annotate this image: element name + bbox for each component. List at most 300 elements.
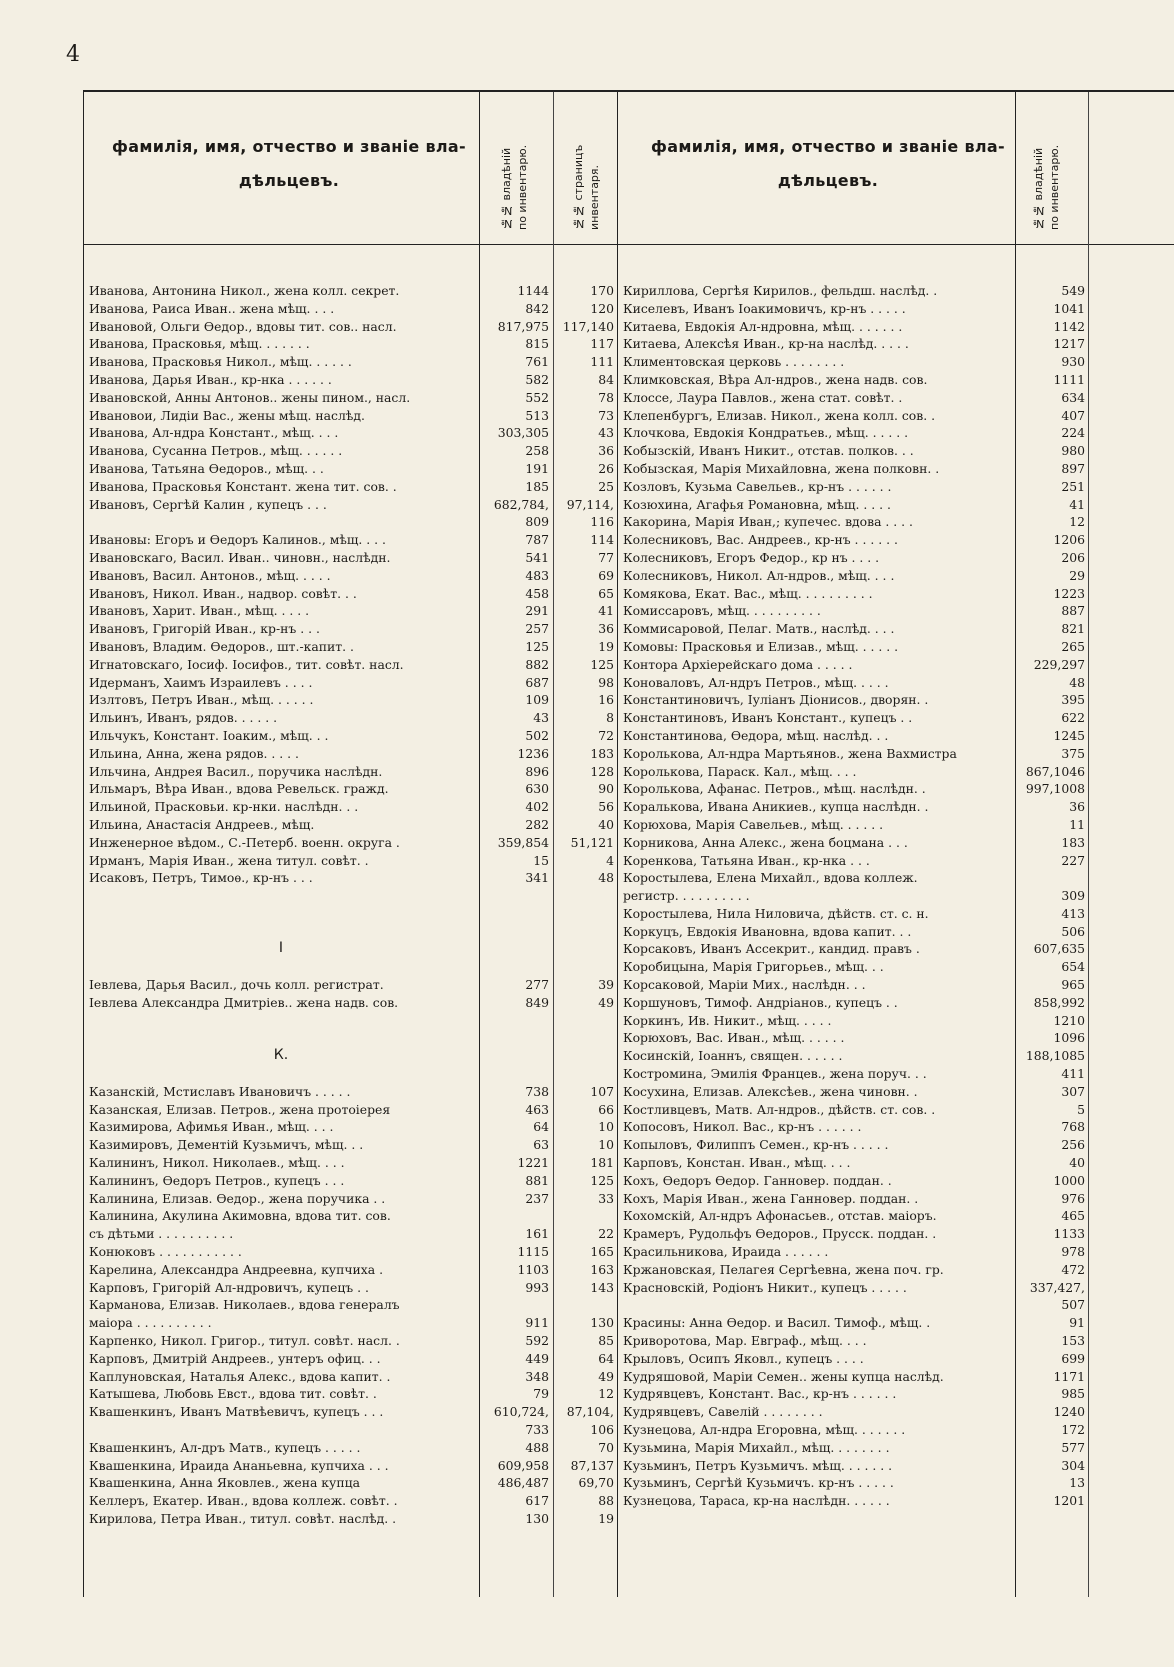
owner-number: 229,297 <box>1033 656 1085 672</box>
owner-name: Красновскій, Родіонъ Никит., купецъ . . . . . <box>623 1279 907 1295</box>
table-row <box>83 834 617 852</box>
table-row <box>617 389 1088 407</box>
owner-number: 1171 <box>1053 1368 1085 1384</box>
owner-number: 687 <box>525 674 549 690</box>
table-row <box>617 780 1088 798</box>
owner-number: 11 <box>1069 816 1085 832</box>
owner-number: 896 <box>525 763 549 779</box>
page-number-ref: 130 <box>590 1315 614 1331</box>
table-row <box>617 1065 1088 1083</box>
page-number-ref: 125 <box>590 656 614 672</box>
owner-name: Ивановои, Лидіи Вас., жены мѣщ. наслѣд. <box>89 407 365 423</box>
owner-number: 29 <box>1069 567 1085 583</box>
owner-number: 1206 <box>1053 532 1085 548</box>
table-row <box>83 1261 617 1279</box>
page-number-ref: 36 <box>598 621 614 637</box>
owner-name: Комовы: Прасковья и Елизав., мѣщ. . . . . . <box>623 638 899 654</box>
owner-name: Квашенкинъ, Ал-дръ Матв., купецъ . . . . . <box>89 1439 361 1455</box>
table-row <box>617 1474 1088 1492</box>
owner-name: Ивановскаго, Васил. Иван.. чиновн., наслѣдн. <box>89 549 391 565</box>
page-number-ref: 22 <box>598 1226 614 1242</box>
owner-name: Иванова, Прасковья Никол., мѣщ. . . . . . <box>89 354 352 370</box>
owner-number: 809 <box>525 514 549 530</box>
owner-name: Кобызскій, Иванъ Никит., отстав. полков. . . <box>623 443 914 459</box>
table-row <box>617 852 1088 870</box>
table-row <box>83 1296 617 1314</box>
page-number-ref: 85 <box>598 1333 614 1349</box>
table-row <box>83 602 617 620</box>
table-row <box>617 1314 1088 1332</box>
table-row <box>83 1190 617 1208</box>
table-row <box>617 976 1088 994</box>
owner-name: Ивановъ, Сергѣй Калин , купецъ . . . <box>89 496 327 512</box>
table-row <box>83 816 617 834</box>
owner-number: 402 <box>525 799 549 815</box>
table-row <box>83 1332 617 1350</box>
owner-number: 256 <box>1061 1137 1085 1153</box>
table-row <box>83 674 617 692</box>
page-number-ref: 97,114, <box>566 496 614 512</box>
table-row <box>83 1172 617 1190</box>
table-row <box>617 1083 1088 1101</box>
owner-name: Клепенбургъ, Елизав. Никол., жена колл. сов. . <box>623 407 936 423</box>
table-row <box>617 834 1088 852</box>
header-name-col: фамилія, имя, отчество и званіе вла- дѣльцевъ. <box>112 137 466 190</box>
table-row <box>617 1136 1088 1154</box>
owner-number: 592 <box>525 1333 549 1349</box>
owner-name: Исаковъ, Петръ, Тимоѳ., кр-нъ . . . <box>89 870 313 886</box>
owner-number: 1240 <box>1053 1404 1085 1420</box>
owner-number: 842 <box>525 300 549 316</box>
owner-number: 630 <box>525 781 549 797</box>
owner-name: Конюковъ . . . . . . . . . . . <box>89 1244 242 1260</box>
owner-name: Киселевъ, Иванъ Іоакимовичъ, кр-нъ . . . . . <box>623 300 906 316</box>
owner-number: 1142 <box>1053 318 1085 334</box>
owner-number: 1041 <box>1053 300 1085 316</box>
page-number-ref: 19 <box>598 638 614 654</box>
table-row <box>617 1492 1088 1510</box>
table-row <box>617 460 1088 478</box>
owner-number: 622 <box>1061 710 1085 726</box>
table-row <box>83 620 617 638</box>
owner-number: 12 <box>1069 514 1085 530</box>
table-row <box>83 958 617 976</box>
owner-number: 1221 <box>517 1155 549 1171</box>
owner-name: Ивановъ, Никол. Иван., надвор. совѣт. . . <box>89 585 357 601</box>
owner-number: 348 <box>525 1368 549 1384</box>
header-owners-col: №№ владѣній по инвентарю. <box>500 144 529 230</box>
page-number-ref: 51,121 <box>570 834 614 850</box>
owner-name: регистр. . . . . . . . . . <box>623 888 750 904</box>
owner-name: Карманова, Елизав. Николаев., вдова генералъ <box>89 1297 400 1313</box>
owner-name: Кохъ, Ѳедоръ Ѳедор. Ганновер. поддан. . <box>623 1172 892 1188</box>
owner-name: Калининъ, Ѳедоръ Петров., купецъ . . . <box>89 1172 345 1188</box>
owner-number: 821 <box>1061 621 1085 637</box>
owner-number: 768 <box>1061 1119 1085 1135</box>
table-row <box>617 994 1088 1012</box>
table-row <box>617 1296 1088 1314</box>
page-number-ref: 49 <box>598 1368 614 1384</box>
page-number-ref: 48 <box>598 870 614 886</box>
owner-number: 91 <box>1069 1315 1085 1331</box>
owner-name: Климковская, Вѣра Ал-ндров., жена надв. сов. <box>623 371 928 387</box>
table-row <box>617 620 1088 638</box>
owner-name: Крыловъ, Осипъ Яковл., купецъ . . . . <box>623 1350 864 1366</box>
table-row <box>617 1154 1088 1172</box>
owner-name: Кузьминъ, Петръ Кузьмичъ. мѣщ. . . . . . . <box>623 1457 893 1473</box>
owner-number: 282 <box>525 816 549 832</box>
owner-number: 1245 <box>1053 727 1085 743</box>
owner-number: 887 <box>1061 603 1085 619</box>
table-row <box>83 353 617 371</box>
table-row <box>617 1225 1088 1243</box>
owner-name: Константиновичъ, Іуліанъ Діонисов., дворян. . <box>623 692 929 708</box>
owner-name: Карповъ, Констан. Иван., мѣщ. . . . <box>623 1155 851 1171</box>
owner-number: 375 <box>1061 745 1085 761</box>
table-row <box>617 1190 1088 1208</box>
owner-number: 761 <box>525 354 549 370</box>
owner-number: 733 <box>525 1422 549 1437</box>
owner-name: Королькова, Афанас. Петров., мѣщ. наслѣдн. . <box>623 781 926 797</box>
table-row <box>617 496 1088 514</box>
table-row <box>617 424 1088 442</box>
owner-name: Коростылева, Елена Михайл., вдова коллеж. <box>623 870 918 886</box>
page-number-ref: 114 <box>590 532 614 548</box>
table-row <box>617 727 1088 745</box>
page-number-ref: 87,104, <box>566 1404 614 1420</box>
owner-number: 549 <box>1061 283 1085 298</box>
owner-name: Кржановская, Пелагея Сергѣевна, жена поч. гр. <box>623 1261 944 1277</box>
owner-number: 858,992 <box>1033 994 1085 1010</box>
owner-name: Коркинъ, Ив. Никит., мѣщ. . . . . <box>623 1012 832 1028</box>
owner-name: Кобызская, Марія Михайловна, жена полковн. . <box>623 460 940 476</box>
table-row <box>83 1474 617 1492</box>
page-number-ref: 26 <box>598 460 614 476</box>
owner-number: 303,305 <box>497 425 549 441</box>
owner-number: 183 <box>1061 834 1085 850</box>
owner-name: Иванова, Дарья Иван., кр-нка . . . . . . <box>89 371 332 387</box>
page-number-ref: 181 <box>590 1155 614 1171</box>
page-number-ref: 143 <box>590 1279 614 1295</box>
owner-name: Корюхова, Марія Савельев., мѣщ. . . . . . <box>623 816 884 832</box>
owner-name: Кудрявцевъ, Констант. Вас., кр-нъ . . . . . . <box>623 1386 897 1402</box>
owner-number: 206 <box>1061 549 1085 565</box>
owner-number: 997,1008 <box>1025 781 1085 797</box>
owner-name: Ивановъ, Харит. Иван., мѣщ. . . . . <box>89 603 310 619</box>
page-number-ref: 40 <box>598 816 614 832</box>
owner-number: 610,724, <box>493 1404 549 1420</box>
section-letter: К. <box>273 1047 289 1064</box>
owner-number: 980 <box>1061 443 1085 459</box>
owner-name: съ дѣтьми . . . . . . . . . . <box>89 1226 234 1242</box>
page-number-ref: 36 <box>598 443 614 459</box>
owner-number: 1133 <box>1053 1226 1085 1242</box>
owner-number: 188,1085 <box>1025 1048 1085 1064</box>
owner-name: Коркуцъ, Евдокія Ивановна, вдова капит. . . <box>623 923 912 939</box>
table-row <box>617 1368 1088 1386</box>
table-row <box>617 442 1088 460</box>
page-number-ref: 69 <box>598 567 614 583</box>
owner-name: Квашенкина, Анна Яковлев., жена купца <box>89 1475 360 1491</box>
owner-name: Корсаковъ, Иванъ Ассекрит., кандид. правъ . <box>623 941 920 957</box>
table-row <box>83 780 617 798</box>
owner-name: Комякова, Екат. Вас., мѣщ. . . . . . . . . . <box>623 585 873 601</box>
owner-number: 506 <box>1061 923 1085 939</box>
owner-name: Иванова, Сусанна Петров., мѣщ. . . . . . <box>89 443 343 459</box>
owner-number: 882 <box>525 656 549 672</box>
owner-number: 251 <box>1061 478 1085 494</box>
owner-number: 577 <box>1061 1439 1085 1455</box>
owner-name: Кудряшовой, Маріи Семен.. жены купца наслѣд. <box>623 1368 944 1384</box>
owner-name: Иванова, Прасковья Констант. жена тит. сов. . <box>89 478 397 494</box>
owner-name: Идерманъ, Хаимъ Израилевъ . . . . <box>89 674 313 690</box>
owner-number: 161 <box>525 1226 549 1242</box>
owner-name: Ивановъ, Владим. Ѳедоров., шт.-капит. . <box>89 638 354 654</box>
page-number-ref: 70 <box>598 1439 614 1455</box>
header-owners-col-right: №№ владѣній по инвентарю. <box>1032 144 1061 230</box>
owner-number: 815 <box>525 336 549 352</box>
table-row <box>83 442 617 460</box>
owner-number: 965 <box>1061 977 1085 993</box>
owner-number: 976 <box>1061 1190 1085 1206</box>
owner-number: 125 <box>525 638 549 654</box>
page-number-ref: 165 <box>590 1244 614 1260</box>
page-number-ref: 39 <box>598 977 614 993</box>
owner-name: Корюховъ, Вас. Иван., мѣщ. . . . . . <box>623 1030 845 1046</box>
table-row <box>83 1350 617 1368</box>
table-row <box>83 887 617 905</box>
owner-name: Ильинъ, Иванъ, рядов. . . . . . <box>89 710 278 726</box>
owner-name: Ивановой, Ольги Ѳедор., вдовы тит. сов.. насл. <box>89 318 397 334</box>
table-row <box>617 407 1088 425</box>
owner-number: 978 <box>1061 1244 1085 1260</box>
owner-name: Катышева, Любовь Евст., вдова тит. совѣт. . <box>89 1386 377 1402</box>
owner-number: 486,487 <box>497 1475 549 1491</box>
page-number-ref: 69,70 <box>578 1475 614 1491</box>
page-number-ref: 163 <box>590 1261 614 1277</box>
table-row <box>83 549 617 567</box>
owner-name: Королькова, Параск. Кал., мѣщ. . . . <box>623 763 857 779</box>
table-row <box>617 1439 1088 1457</box>
page-number-ref: 43 <box>598 425 614 441</box>
table-row <box>617 1403 1088 1421</box>
table-row <box>83 1457 617 1475</box>
table-row <box>83 496 617 514</box>
owner-number: 258 <box>525 443 549 459</box>
table-row <box>83 1154 617 1172</box>
table-row <box>617 353 1088 371</box>
table-row <box>617 513 1088 531</box>
table-row <box>617 318 1088 336</box>
owner-name: Ильина, Анастасія Андреев., мѣщ. <box>89 816 315 832</box>
owner-name: Коноваловъ, Ал-ндръ Петров., мѣщ. . . . . <box>623 674 889 690</box>
owner-name: Контора Архіерейскаго дома . . . . . <box>623 656 853 672</box>
owner-number: 483 <box>525 567 549 583</box>
owner-number: 15 <box>533 852 549 868</box>
owner-name: Коршуновъ, Тимоф. Андріанов., купецъ . . <box>623 994 898 1010</box>
owner-name: Криворотова, Мар. Евграф., мѣщ. . . . <box>623 1333 867 1349</box>
owner-number: 1115 <box>517 1244 549 1260</box>
owner-name: Костромина, Эмилія Францев., жена поруч. . . <box>623 1066 927 1082</box>
owner-name: Ильина, Анна, жена рядов. . . . . <box>89 745 299 761</box>
owner-number: 609,958 <box>497 1457 549 1473</box>
owner-number: 64 <box>533 1119 549 1135</box>
header-name-col-right: фамилія, имя, отчество и званіе вла- дѣльцевъ. <box>651 137 1005 190</box>
table-row <box>617 745 1088 763</box>
owner-number: 277 <box>525 977 549 993</box>
table-row <box>83 335 617 353</box>
table-row <box>617 1279 1088 1297</box>
owner-number: 465 <box>1061 1208 1085 1224</box>
owner-number: 407 <box>1061 407 1085 423</box>
owner-number: 224 <box>1061 425 1085 441</box>
owner-name: Китаева, Евдокія Ал-ндровна, мѣщ. . . . . . . <box>623 318 903 334</box>
page-number-ref: 66 <box>598 1101 614 1117</box>
owner-name: Кириллова, Сергѣя Кирилов., фельдш. наслѣд. . <box>623 283 938 298</box>
owner-name: Калинина, Акулина Акимовна, вдова тит. сов. <box>89 1208 391 1224</box>
owner-name: Колесниковъ, Вас. Андреев., кр-нъ . . . . . . <box>623 532 898 548</box>
table-row <box>83 407 617 425</box>
owner-number: 130 <box>525 1510 549 1526</box>
owner-name: Инженерное вѣдом., С.-Петерб. военн. округа . <box>89 834 400 850</box>
table-row <box>83 531 617 549</box>
owner-number: 237 <box>525 1190 549 1206</box>
owner-number: 699 <box>1061 1350 1085 1366</box>
owner-number: 337,427, <box>1029 1279 1085 1295</box>
table-row <box>617 816 1088 834</box>
table-row <box>617 691 1088 709</box>
owner-name: Коммисаровой, Пелаг. Матв., наслѣд. . . . <box>623 621 895 637</box>
owner-number: 359,854 <box>497 834 549 850</box>
owner-number: 541 <box>525 549 549 565</box>
owner-number: 1111 <box>1053 371 1085 387</box>
owner-name: Игнатовскаго, Іосиф. Іосифов., тит. совѣт. насл. <box>89 656 404 672</box>
owner-number: 682,784, <box>493 496 549 512</box>
table-row <box>83 1368 617 1386</box>
table-row <box>617 1332 1088 1350</box>
page-number-ref: 8 <box>606 710 614 726</box>
page-number-ref: 170 <box>590 283 614 298</box>
owner-number: 1103 <box>517 1261 549 1277</box>
table-row <box>83 1118 617 1136</box>
table-row <box>83 1225 617 1243</box>
owner-name: Карелина, Александра Андреевна, купчиха . <box>89 1261 384 1277</box>
page-number-ref: 111 <box>590 354 614 370</box>
owner-number: 227 <box>1061 852 1085 868</box>
owner-number: 185 <box>525 478 549 494</box>
owner-number: 309 <box>1061 888 1085 904</box>
table-row <box>617 798 1088 816</box>
table-row <box>617 887 1088 905</box>
owner-name: Клочкова, Евдокія Кондратьев., мѣщ. . . . . . <box>623 425 909 441</box>
owner-number: 463 <box>525 1101 549 1117</box>
owner-name: Крамеръ, Рудольфъ Ѳедоров., Прусск. поддан. . <box>623 1226 937 1242</box>
page-number-ref: 49 <box>598 994 614 1010</box>
owner-name: Иванова, Ал-ндра Констант., мѣщ. . . . <box>89 425 339 441</box>
table-row <box>83 300 617 318</box>
page-number-ref: 10 <box>598 1119 614 1135</box>
table-row <box>83 923 617 941</box>
owner-name: Коробицына, Марія Григорьев., мѣщ. . . <box>623 959 884 975</box>
table-row <box>83 1083 617 1101</box>
owner-number: 881 <box>525 1172 549 1188</box>
owner-number: 411 <box>1061 1066 1085 1082</box>
table-row <box>617 905 1088 923</box>
table-row <box>83 424 617 442</box>
owner-name: Ивановы: Егоръ и Ѳедоръ Калинов., мѣщ. . . . <box>89 532 386 548</box>
page-number-ref: 125 <box>590 1172 614 1188</box>
owner-name: Колесниковъ, Егоръ Федор., кр нъ . . . . <box>623 549 880 565</box>
page-number-ref: 87,137 <box>570 1457 614 1473</box>
table-row <box>83 976 617 994</box>
table-row <box>617 709 1088 727</box>
page-number-ref: 88 <box>598 1493 614 1509</box>
owner-number: 582 <box>525 371 549 387</box>
left-entries <box>83 282 617 1528</box>
table-row <box>617 1457 1088 1475</box>
owner-number: 5 <box>1077 1101 1085 1117</box>
table-row <box>83 869 617 887</box>
owner-name: Коралькова, Ивана Аникиев., купца наслѣдн. . <box>623 799 929 815</box>
table-row <box>617 1385 1088 1403</box>
table-row <box>617 531 1088 549</box>
table-row <box>83 1314 617 1332</box>
table-row <box>617 371 1088 389</box>
owner-number: 930 <box>1061 354 1085 370</box>
owner-number: 488 <box>525 1439 549 1455</box>
owner-number: 449 <box>525 1350 549 1366</box>
owner-name: Иванова, Раиса Иван.. жена мѣщ. . . . <box>89 300 335 316</box>
owner-name: Калининъ, Никол. Николаев., мѣщ. . . . <box>89 1155 345 1171</box>
owner-number: 617 <box>525 1493 549 1509</box>
page-number-ref: 116 <box>590 514 614 530</box>
table-row <box>83 1492 617 1510</box>
owner-number: 40 <box>1069 1155 1085 1171</box>
page-number-ref: 16 <box>598 692 614 708</box>
table-row <box>617 549 1088 567</box>
page-number-ref: 120 <box>590 300 614 316</box>
owner-number: 787 <box>525 532 549 548</box>
page-number-ref: 19 <box>598 1510 614 1526</box>
owner-name: Излтовъ, Петръ Иван., мѣщ. . . . . . <box>89 692 314 708</box>
section-heading <box>83 940 617 958</box>
page-number-ref: 77 <box>598 549 614 565</box>
owner-name: Козловъ, Кузьма Савельев., кр-нъ . . . . . . <box>623 478 892 494</box>
owner-name: Келлеръ, Екатер. Иван., вдова коллеж. совѣт. . <box>89 1493 398 1509</box>
table-row <box>83 371 617 389</box>
table-row <box>617 585 1088 603</box>
owner-name: Кохъ, Марія Иван., жена Ганновер. поддан. . <box>623 1190 919 1206</box>
table-row <box>83 1385 617 1403</box>
owner-number: 304 <box>1061 1457 1085 1473</box>
owner-number: 13 <box>1069 1475 1085 1491</box>
table-row <box>617 335 1088 353</box>
table-row <box>83 1243 617 1261</box>
owner-name: Кохомскій, Ал-ндръ Афонасьев., отстав. маіоръ. <box>623 1208 937 1224</box>
table-row <box>83 638 617 656</box>
owner-name: Корникова, Анна Алекс., жена боцмана . . . <box>623 834 908 850</box>
table-row <box>83 567 617 585</box>
owner-name: Карпенко, Никол. Григор., титул. совѣт. насл. . <box>89 1333 400 1349</box>
page-number-ref: 106 <box>590 1422 614 1437</box>
page-number-ref: 12 <box>598 1386 614 1402</box>
table-row <box>617 1261 1088 1279</box>
owner-number: 307 <box>1061 1083 1085 1099</box>
column-rule <box>1088 92 1089 1597</box>
table-row <box>83 1101 617 1119</box>
owner-name: Іевлева Александра Дмитріев.. жена надв. сов. <box>89 994 399 1010</box>
owner-number: 1201 <box>1053 1493 1085 1509</box>
